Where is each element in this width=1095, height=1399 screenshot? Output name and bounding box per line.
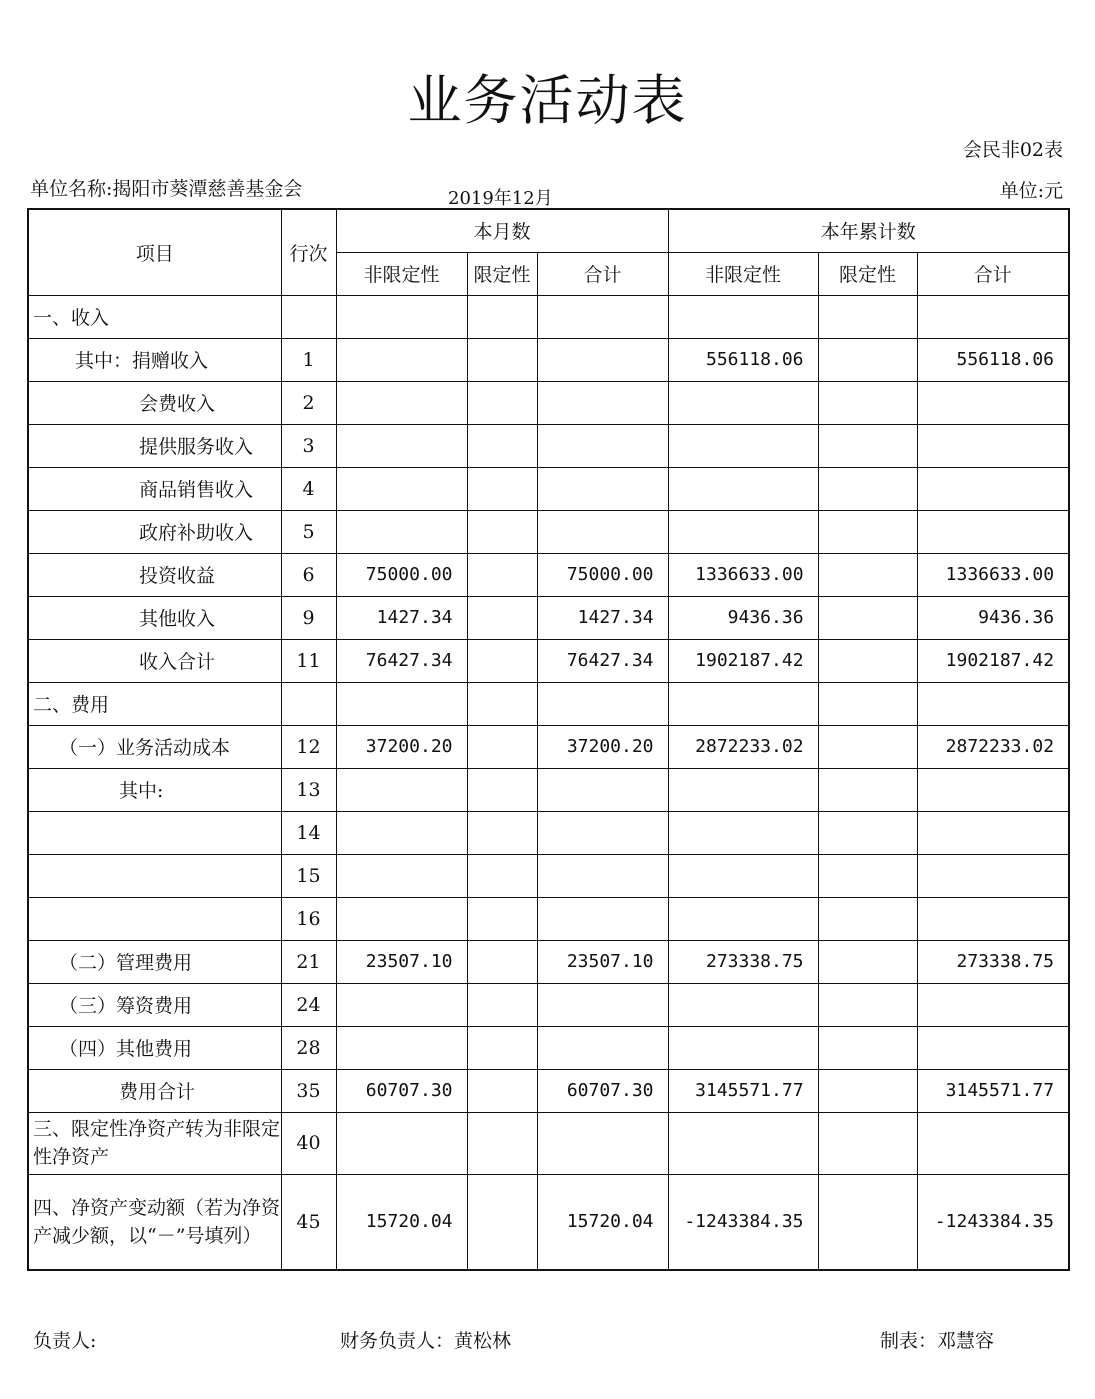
table-row [28, 424, 1069, 467]
cell-m-u [336, 295, 467, 338]
cell-y-r [818, 854, 917, 897]
row-line-number: 45 [281, 1174, 336, 1270]
cell-y-r [818, 682, 917, 725]
cell-m-u: 23507.10 [336, 940, 467, 983]
cell-y-t [917, 1112, 1069, 1174]
row-line-number: 12 [281, 725, 336, 768]
table-row [28, 725, 1069, 768]
cell-y-u: -1243384.35 [668, 1174, 818, 1270]
cell-m-u [336, 424, 467, 467]
cell-y-t [917, 424, 1069, 467]
cell-y-t: 273338.75 [917, 940, 1069, 983]
cell-m-u [336, 897, 467, 940]
cell-y-u [668, 811, 818, 854]
cell-y-r [818, 811, 917, 854]
header-item: 项目 [28, 209, 281, 295]
cell-y-t [917, 682, 1069, 725]
header-line: 行次 [281, 209, 336, 295]
row-label: （一）业务活动成本 [28, 725, 281, 768]
cell-m-t [537, 338, 668, 381]
cell-m-u [336, 768, 467, 811]
cell-m-r [467, 1174, 537, 1270]
row-label: （三）筹资费用 [28, 983, 281, 1026]
row-line-number: 6 [281, 553, 336, 596]
cell-y-u [668, 768, 818, 811]
row-label: 政府补助收入 [28, 510, 281, 553]
row-line-number: 13 [281, 768, 336, 811]
cell-m-u [336, 467, 467, 510]
cell-m-r [467, 424, 537, 467]
cell-m-t [537, 983, 668, 1026]
row-label: （四）其他费用 [28, 1026, 281, 1069]
cell-m-r [467, 854, 537, 897]
row-label: （二）管理费用 [28, 940, 281, 983]
cell-y-t: 1902187.42 [917, 639, 1069, 682]
cell-y-r [818, 596, 917, 639]
table-row [28, 1174, 1069, 1270]
table-row [28, 381, 1069, 424]
row-line-number: 9 [281, 596, 336, 639]
cell-y-u [668, 467, 818, 510]
form-number: 会民非02表 [962, 139, 1063, 161]
cell-y-u: 556118.06 [668, 338, 818, 381]
cell-m-r [467, 338, 537, 381]
row-label: 会费收入 [28, 381, 281, 424]
cell-m-t [537, 1112, 668, 1174]
report-period: 2019年12月 [448, 188, 553, 209]
row-label: 费用合计 [28, 1069, 281, 1112]
cell-y-r [818, 295, 917, 338]
cell-m-t: 1427.34 [537, 596, 668, 639]
cell-m-r [467, 811, 537, 854]
cell-m-t [537, 381, 668, 424]
cell-y-t [917, 854, 1069, 897]
cell-y-t [917, 510, 1069, 553]
cell-m-u: 76427.34 [336, 639, 467, 682]
cell-y-t: 2872233.02 [917, 725, 1069, 768]
cell-m-u [336, 854, 467, 897]
header-month-restricted: 限定性 [467, 252, 537, 295]
cell-m-r [467, 467, 537, 510]
table-row [28, 467, 1069, 510]
cell-y-t: 1336633.00 [917, 553, 1069, 596]
table-row [28, 768, 1069, 811]
activity-statement-table [27, 208, 1070, 1271]
row-line-number: 11 [281, 639, 336, 682]
cell-y-u: 1336633.00 [668, 553, 818, 596]
cell-y-r [818, 467, 917, 510]
row-line-number: 35 [281, 1069, 336, 1112]
cell-y-u [668, 295, 818, 338]
row-line-number: 16 [281, 897, 336, 940]
cell-m-r [467, 596, 537, 639]
table-row [28, 338, 1069, 381]
cell-y-r [818, 1174, 917, 1270]
header-year-total: 合计 [917, 252, 1069, 295]
cell-m-t: 75000.00 [537, 553, 668, 596]
row-label: 四、净资产变动额（若为净资产减少额，以“－”号填列） [28, 1174, 281, 1270]
row-line-number: 28 [281, 1026, 336, 1069]
footer-preparer: 制表：邓慧容 [880, 1330, 995, 1352]
cell-y-r [818, 424, 917, 467]
table-row [28, 1112, 1069, 1174]
cell-y-u: 273338.75 [668, 940, 818, 983]
cell-m-u: 75000.00 [336, 553, 467, 596]
cell-m-u [336, 983, 467, 1026]
row-label: 其他收入 [28, 596, 281, 639]
cell-y-u: 3145571.77 [668, 1069, 818, 1112]
cell-m-r [467, 1069, 537, 1112]
row-line-number: 40 [281, 1112, 336, 1174]
cell-y-t [917, 983, 1069, 1026]
row-label: 其中: [28, 768, 281, 811]
row-label: 二、费用 [28, 682, 281, 725]
cell-y-u: 9436.36 [668, 596, 818, 639]
cell-m-u: 37200.20 [336, 725, 467, 768]
cell-m-r [467, 983, 537, 1026]
cell-m-u [336, 1026, 467, 1069]
cell-m-t [537, 424, 668, 467]
cell-m-t [537, 854, 668, 897]
row-line-number: 14 [281, 811, 336, 854]
cell-m-t [537, 467, 668, 510]
cell-m-t: 76427.34 [537, 639, 668, 682]
row-label: 收入合计 [28, 639, 281, 682]
cell-y-r [818, 553, 917, 596]
report-title: 业务活动表 [407, 69, 688, 132]
row-label: 三、限定性净资产转为非限定性净资产 [28, 1112, 281, 1174]
table-row [28, 682, 1069, 725]
cell-y-r [818, 639, 917, 682]
cell-y-u [668, 381, 818, 424]
cell-y-t [917, 381, 1069, 424]
cell-m-u: 15720.04 [336, 1174, 467, 1270]
cell-y-r [818, 338, 917, 381]
footer-head: 负责人: [33, 1330, 97, 1352]
cell-y-u [668, 1026, 818, 1069]
cell-m-r [467, 768, 537, 811]
row-line-number: 15 [281, 854, 336, 897]
row-label [28, 897, 281, 940]
row-line-number [281, 295, 336, 338]
cell-m-t: 37200.20 [537, 725, 668, 768]
cell-y-u [668, 1112, 818, 1174]
cell-m-u [336, 682, 467, 725]
row-label: 提供服务收入 [28, 424, 281, 467]
cell-m-r [467, 553, 537, 596]
cell-y-r [818, 897, 917, 940]
cell-m-t [537, 510, 668, 553]
cell-m-r [467, 510, 537, 553]
cell-m-r [467, 725, 537, 768]
table-row [28, 983, 1069, 1026]
cell-y-t: 556118.06 [917, 338, 1069, 381]
cell-m-t: 23507.10 [537, 940, 668, 983]
row-line-number: 21 [281, 940, 336, 983]
table-row [28, 897, 1069, 940]
table-row [28, 1069, 1069, 1112]
row-line-number: 2 [281, 381, 336, 424]
cell-y-r [818, 983, 917, 1026]
table-row [28, 854, 1069, 897]
cell-y-u: 2872233.02 [668, 725, 818, 768]
cell-y-r [818, 768, 917, 811]
row-label: 其中：捐赠收入 [28, 338, 281, 381]
cell-m-r [467, 381, 537, 424]
cell-y-u [668, 510, 818, 553]
cell-m-r [467, 639, 537, 682]
cell-m-r [467, 897, 537, 940]
cell-y-t [917, 768, 1069, 811]
cell-y-t [917, 1026, 1069, 1069]
row-line-number: 24 [281, 983, 336, 1026]
table-row [28, 1026, 1069, 1069]
currency-unit: 单位:元 [999, 180, 1063, 202]
header-row-1 [28, 209, 1069, 252]
cell-y-u [668, 897, 818, 940]
cell-m-t [537, 1026, 668, 1069]
cell-m-r [467, 682, 537, 725]
cell-m-r [467, 940, 537, 983]
cell-y-u [668, 682, 818, 725]
cell-m-t: 60707.30 [537, 1069, 668, 1112]
table-row [28, 295, 1069, 338]
cell-y-r [818, 940, 917, 983]
row-line-number: 5 [281, 510, 336, 553]
cell-m-u [336, 510, 467, 553]
header-month-total: 合计 [537, 252, 668, 295]
cell-y-u [668, 854, 818, 897]
table-row [28, 596, 1069, 639]
cell-m-u [336, 1112, 467, 1174]
row-label [28, 811, 281, 854]
table-body [28, 209, 1069, 1270]
cell-m-t: 15720.04 [537, 1174, 668, 1270]
table-row [28, 811, 1069, 854]
cell-y-t: 3145571.77 [917, 1069, 1069, 1112]
cell-y-r [818, 510, 917, 553]
table-row [28, 940, 1069, 983]
row-label: 一、收入 [28, 295, 281, 338]
cell-m-t [537, 811, 668, 854]
organization-name: 单位名称:揭阳市葵潭慈善基金会 [30, 178, 303, 200]
cell-m-r [467, 295, 537, 338]
cell-y-r [818, 1026, 917, 1069]
header-year-unrestricted: 非限定性 [668, 252, 818, 295]
cell-y-t [917, 295, 1069, 338]
cell-y-u [668, 983, 818, 1026]
cell-y-r [818, 1069, 917, 1112]
cell-m-r [467, 1026, 537, 1069]
cell-m-t [537, 897, 668, 940]
header-month: 本月数 [336, 209, 668, 252]
header-year-restricted: 限定性 [818, 252, 917, 295]
cell-m-u [336, 338, 467, 381]
cell-y-t: -1243384.35 [917, 1174, 1069, 1270]
cell-y-t: 9436.36 [917, 596, 1069, 639]
footer-finance-head: 财务负责人：黄松林 [340, 1330, 512, 1352]
cell-m-u: 60707.30 [336, 1069, 467, 1112]
cell-m-t [537, 682, 668, 725]
row-line-number: 4 [281, 467, 336, 510]
row-line-number: 1 [281, 338, 336, 381]
cell-m-u [336, 811, 467, 854]
table-row [28, 553, 1069, 596]
cell-y-t [917, 811, 1069, 854]
cell-y-r [818, 381, 917, 424]
row-label [28, 854, 281, 897]
row-label: 商品销售收入 [28, 467, 281, 510]
row-line-number [281, 682, 336, 725]
cell-y-t [917, 467, 1069, 510]
cell-y-r [818, 1112, 917, 1174]
cell-y-u [668, 424, 818, 467]
row-label: 投资收益 [28, 553, 281, 596]
cell-m-r [467, 1112, 537, 1174]
cell-y-t [917, 897, 1069, 940]
cell-m-t [537, 295, 668, 338]
cell-m-u: 1427.34 [336, 596, 467, 639]
cell-m-u [336, 381, 467, 424]
cell-m-t [537, 768, 668, 811]
row-line-number: 3 [281, 424, 336, 467]
table-row [28, 639, 1069, 682]
table-row [28, 510, 1069, 553]
cell-y-u: 1902187.42 [668, 639, 818, 682]
header-year: 本年累计数 [668, 209, 1069, 252]
cell-y-r [818, 725, 917, 768]
header-month-unrestricted: 非限定性 [336, 252, 467, 295]
